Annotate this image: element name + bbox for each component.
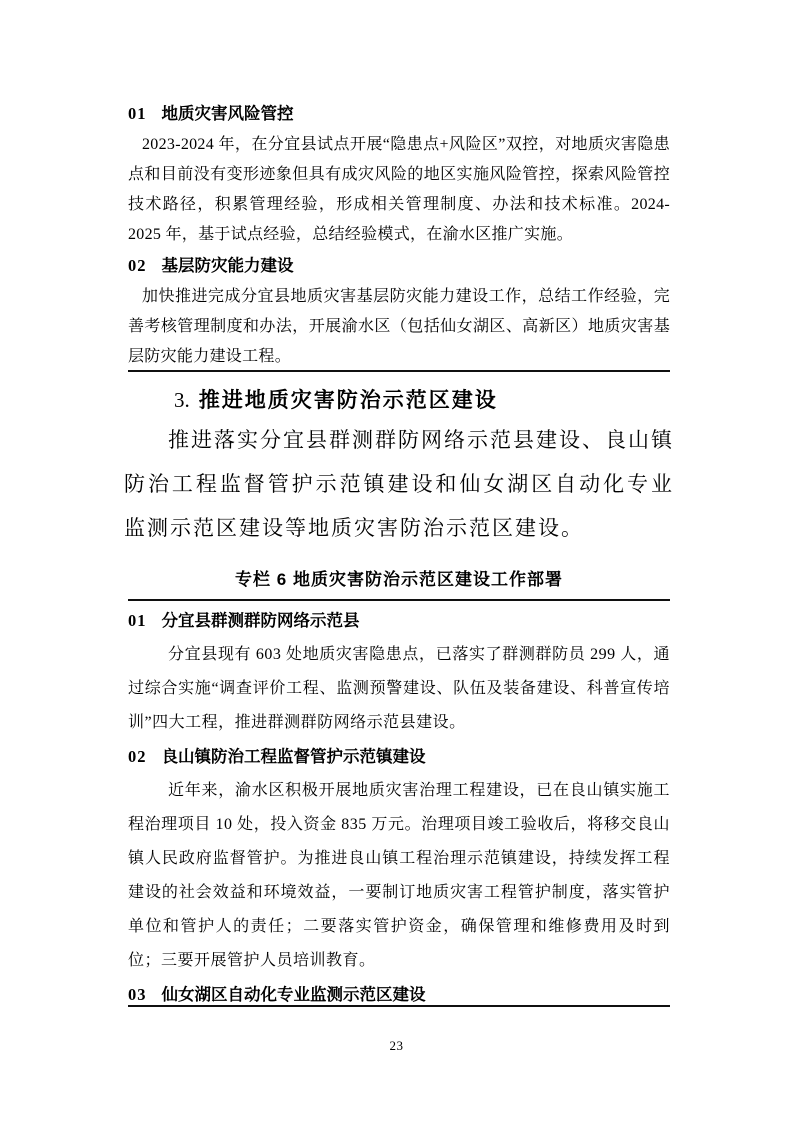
panel-top-item-2-body: 加快推进完成分宜县地质灾害基层防灾能力建设工作，总结工作经验，完善考核管理制度和办法，开展渝水区（包括仙女湖区、高新区）地质灾害基层防灾能力建设工程。 <box>128 288 670 365</box>
panel-6-title: 专栏 6 地质灾害防治示范区建设工作部署 <box>128 569 670 601</box>
panel-6-item-1-body: 分宜县现有 603 处地质灾害隐患点，已落实了群测群防员 299 人，通过综合实施“调查评价工程、监测预警建设、队伍及装备建设、科普宣传培训”四大工程，推进群测群防网络示范县建设。 <box>128 646 670 731</box>
panel-item-number: 01 <box>128 611 147 630</box>
panel-6-item-2-body: 近年来，渝水区积极开展地质灾害治理工程建设，已在良山镇实施工程治理项目 10 处，投入资金 835 万元。治理项目竣工验收后，将移交良山镇人民政府监督管护。为推进良山镇工程治理示范镇建设，持续发挥工程建设的社会效益和环境效益，一要制订地质灾害工程管护制度，落实管护单位和管护人的责任；二要落实管护资金，确保管理和维修费用及时到位；三要开展管护人员培训教育。 <box>128 782 670 969</box>
section-heading <box>128 384 670 414</box>
panel-top-item-1-body: 2023-2024 年，在分宜县试点开展“隐患点+风险区”双控，对地质灾害隐患点和目前没有变形迹象但具有成灾风险的地区实施风险管控，探索风险管控技术路径，积累管理经验，形成相关管理制度、办法和技术标准。2024-2025 年，基于试点经验，总结经验模式，在渝水区推广实施。 <box>128 136 670 243</box>
page-number: 23 <box>389 1038 404 1053</box>
panel-item-number: 02 <box>128 256 147 275</box>
panel-item-title: 仙女湖区自动化专业监测示范区建设 <box>161 985 426 1004</box>
panel-item-title: 基层防灾能力建设 <box>161 256 294 275</box>
panel-top-item-2-heading <box>128 250 670 282</box>
section-number: 3. <box>174 388 190 412</box>
panel-item-number: 01 <box>128 104 147 123</box>
panel-item-number: 03 <box>128 985 147 1004</box>
panel-item-number: 02 <box>128 747 147 766</box>
section-title: 推进地质灾害防治示范区建设 <box>198 389 498 412</box>
panel-6-item-3-heading <box>128 978 670 1007</box>
panel-6-item-2-heading <box>128 740 670 774</box>
panel-6-item-1-heading <box>128 604 670 638</box>
panel-item-title: 分宜县群测群防网络示范县 <box>161 611 360 630</box>
panel-6 <box>128 569 670 1007</box>
panel-top-item-1-heading <box>128 98 670 130</box>
panel-top-continued <box>128 98 670 372</box>
panel-6-items <box>128 601 670 1007</box>
panel-item-title: 地质灾害风险管控 <box>161 104 294 123</box>
section-paragraph: 推进落实分宜县群测群防网络示范县建设、良山镇防治工程监督管护示范镇建设和仙女湖区自动化专业监测示范区建设等地质灾害防治示范区建设。 <box>124 428 674 540</box>
panel-item-title: 良山镇防治工程监督管护示范镇建设 <box>161 747 426 766</box>
